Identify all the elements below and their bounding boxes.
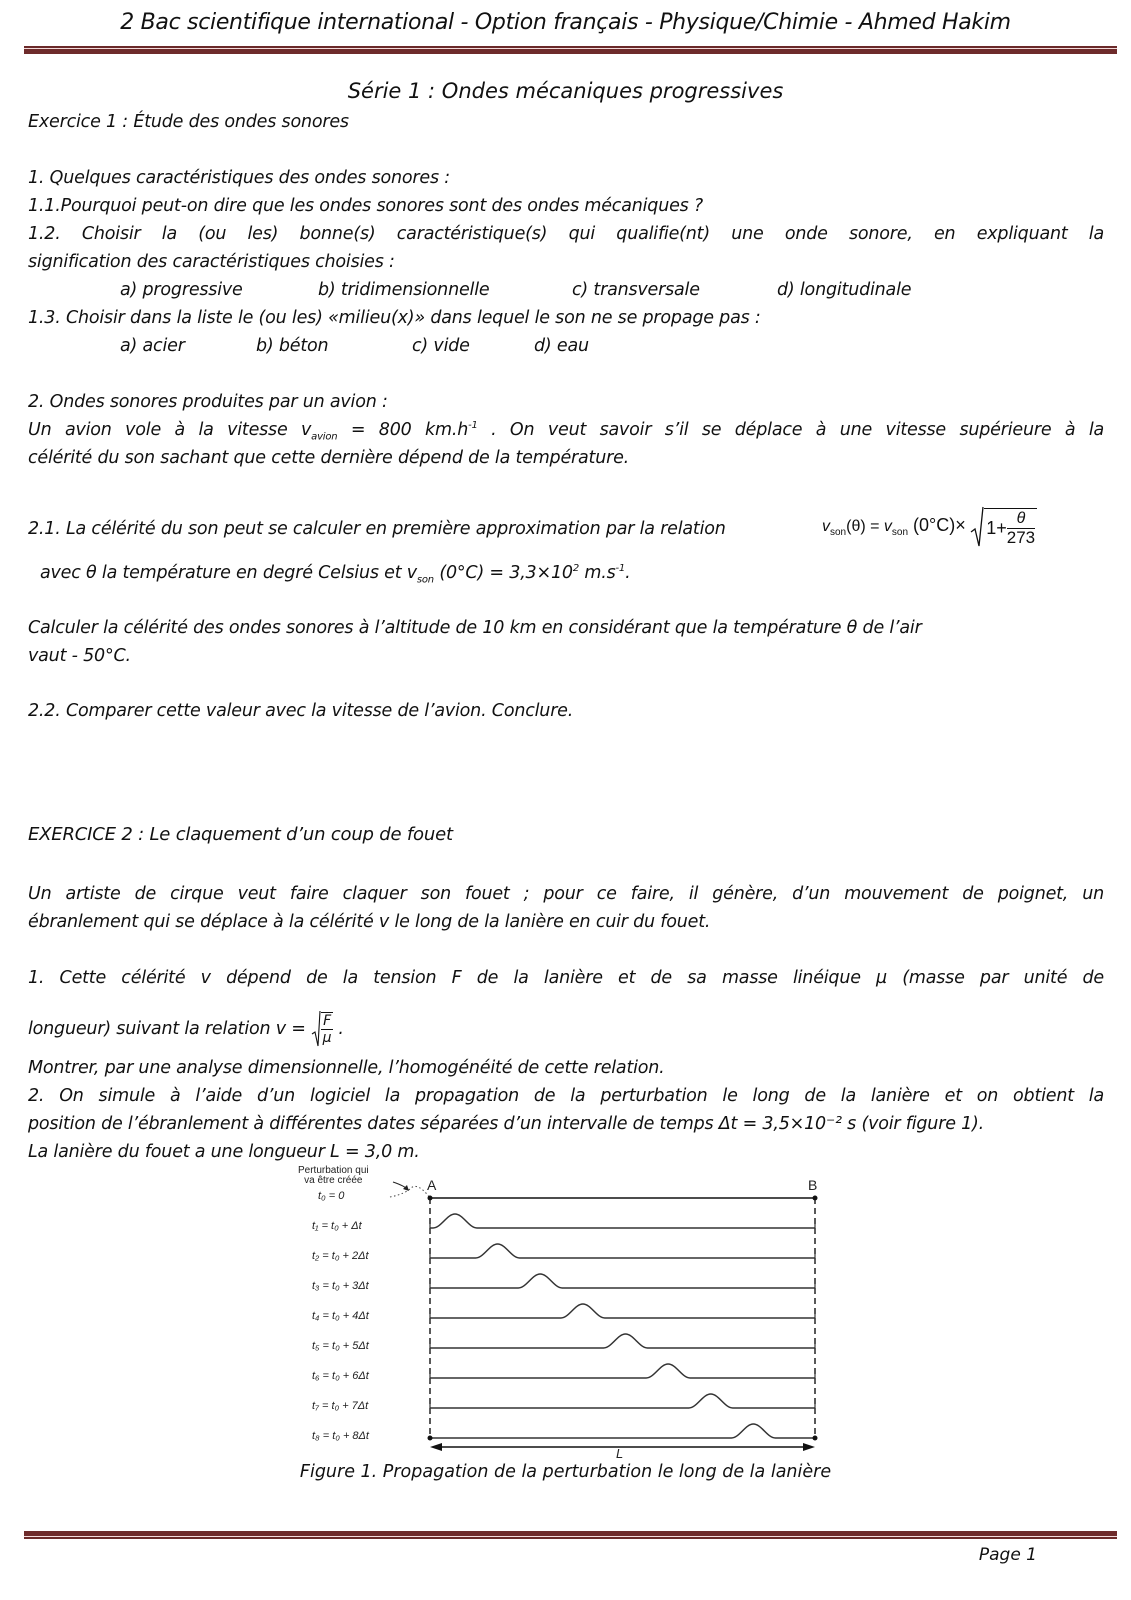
- time-label: t₅ = t₀ + 5Δt: [312, 1340, 369, 1352]
- formula-var: v: [883, 518, 892, 536]
- text-span: .: [625, 563, 631, 583]
- ex1-question-2-1: 2.1. La célérité du son peut se calculer en première approximation par la relation: [28, 519, 726, 539]
- exercise1-title: Exercice 1 : Étude des ondes sonores: [28, 112, 349, 132]
- superscript: -1: [468, 420, 478, 432]
- formula-text: 1+: [986, 517, 1007, 538]
- text-span: . On veut savoir s’il se déplace à une vitesse supérieure à la: [477, 420, 1105, 440]
- option-item: b) tridimensionnelle: [318, 280, 490, 300]
- text-span: avec θ la température en degré Celsius et v: [40, 563, 417, 583]
- fraction: [1007, 510, 1035, 547]
- fraction-numerator: θ: [1007, 510, 1035, 529]
- ex1-part1-heading: 1. Quelques caractéristiques des ondes sonores :: [28, 168, 450, 188]
- fraction-denominator: µ: [322, 1030, 332, 1046]
- document-header-title: 2 Bac scientifique international - Option français - Physique/Chimie - Ahmed Hakim: [120, 10, 1011, 35]
- sound-speed-formula: [822, 506, 1037, 548]
- annotation-line: Perturbation qui: [298, 1165, 369, 1176]
- fraction: [321, 1012, 333, 1046]
- ex1-question-1-2-line1: 1.2. Choisir la (ou les) bonne(s) caractéristique(s) qui qualifie(nt) une onde sonore, en expliquant la: [28, 224, 1104, 244]
- time-label: t₆ = t₀ + 6Δt: [312, 1370, 369, 1382]
- sqrt-radical-icon: [311, 1010, 321, 1048]
- sqrt-radical-icon: [970, 506, 984, 548]
- ex2-q2-line1: 2. On simule à l’aide d’un logiciel la propagation de la perturbation le long de la lanière et on obtient la: [28, 1086, 1104, 1106]
- text-span: m.s: [579, 563, 616, 583]
- option-item: c) transversale: [572, 280, 700, 300]
- ex1-part2-intro-line2: célérité du son sachant que cette dernière dépend de la température.: [28, 448, 630, 468]
- subscript: son: [416, 574, 434, 586]
- option-item: c) vide: [412, 336, 470, 356]
- page-number: Page 1: [978, 1545, 1037, 1565]
- wave-line: [430, 1304, 815, 1318]
- ex1-calc-line2: vaut - 50°C.: [28, 646, 131, 666]
- option-item: a) progressive: [120, 280, 243, 300]
- wave-line: [430, 1214, 815, 1228]
- ex1-q2-1-definitions: [40, 563, 630, 586]
- serie-title: Série 1 : Ondes mécaniques progressives: [347, 79, 784, 103]
- time-label: t₄ = t₀ + 4Δt: [312, 1310, 369, 1322]
- ex1-part2-intro-line1: [28, 420, 1104, 443]
- ex2-q2-line2: position de l’ébranlement à différentes dates séparées d’un intervalle de temps Δt = 3,5×10⁻² s (voir figure 1).: [28, 1114, 985, 1134]
- ex1-question-1-2-line2: signification des caractéristiques choisies :: [28, 252, 395, 272]
- footer-rule: [24, 1531, 1117, 1539]
- subscript: son: [891, 527, 909, 539]
- time-label: t₇ = t₀ + 7Δt: [312, 1400, 369, 1412]
- text-span: Un avion vole à la vitesse v: [28, 420, 312, 440]
- subscript: avion: [311, 431, 338, 443]
- length-label: L: [616, 1446, 624, 1461]
- ex1-q1-2-options: [0, 280, 1131, 304]
- exercise2-title: EXERCICE 2 : Le claquement d’un coup de fouet: [28, 824, 453, 845]
- wave-line: [430, 1334, 815, 1348]
- ex1-q1-3-options: [0, 336, 1131, 360]
- ex2-q1-line1: 1. Cette célérité v dépend de la tension F de la lanière et de sa masse linéique µ (masse par unité de: [28, 968, 1104, 988]
- time-label: t₀ = 0: [318, 1190, 345, 1202]
- wave-rows: [430, 1198, 815, 1438]
- wave-line: [430, 1394, 815, 1408]
- ex1-question-1-3: 1.3. Choisir dans la liste le (ou les) «milieu(x)» dans lequel le son ne se propage pas :: [28, 308, 761, 328]
- fraction-denominator: 273: [1006, 527, 1036, 547]
- ex2-intro-line1: Un artiste de cirque veut faire claquer son fouet ; pour ce faire, il génère, d’un mouvement de poignet, un: [28, 884, 1104, 904]
- text-span: (0°C) = 3,3×10: [433, 563, 573, 583]
- wave-line: [430, 1424, 815, 1438]
- text-span: longueur) suivant la relation v =: [28, 1019, 312, 1039]
- option-item: b) béton: [256, 336, 329, 356]
- time-label: t₃ = t₀ + 3Δt: [312, 1280, 369, 1292]
- option-item: a) acier: [120, 336, 185, 356]
- ex2-q1-line2: [28, 1010, 344, 1048]
- option-item: d) eau: [534, 336, 589, 356]
- ex1-calc-line1: Calculer la célérité des ondes sonores à l’altitude de 10 km en considérant que la température θ de l’air: [28, 618, 922, 638]
- header-rule: [24, 46, 1117, 54]
- ex2-q1-line3: Montrer, par une analyse dimensionnelle, l’homogénéité de cette relation.: [28, 1058, 665, 1078]
- ex1-question-1-1: 1.1.Pourquoi peut-on dire que les ondes sonores sont des ondes mécaniques ?: [28, 196, 704, 216]
- option-item: d) longitudinale: [777, 280, 912, 300]
- formula-text: (0°C)×: [908, 515, 966, 536]
- point-b-label: B: [808, 1177, 818, 1193]
- wave-line: [430, 1274, 815, 1288]
- fraction-numerator: F: [323, 1013, 331, 1029]
- figure-1-propagation: [280, 1160, 860, 1460]
- wave-line: [430, 1244, 815, 1258]
- time-label: t₈ = t₀ + 8Δt: [312, 1430, 369, 1442]
- formula-text: (θ) =: [846, 518, 884, 536]
- ex1-question-2-2: 2.2. Comparer cette valeur avec la vitesse de l’avion. Conclure.: [28, 701, 574, 721]
- subscript: son: [830, 527, 847, 539]
- superscript: 2: [572, 563, 579, 575]
- time-label: t₂ = t₀ + 2Δt: [312, 1250, 369, 1262]
- superscript: -1: [615, 563, 626, 575]
- annotation-line: va être créée: [304, 1175, 363, 1186]
- sqrt-content: [984, 508, 1037, 547]
- text-span: .: [332, 1019, 344, 1039]
- figure-caption: Figure 1. Propagation de la perturbation le long de la lanière: [299, 1462, 832, 1482]
- ex2-q2-line3: La lanière du fouet a une longueur L = 3,0 m.: [28, 1142, 420, 1162]
- time-label: t₁ = t₀ + Δt: [312, 1220, 362, 1232]
- ex1-part2-heading: 2. Ondes sonores produites par un avion :: [28, 392, 388, 412]
- point-a-label: A: [427, 1177, 437, 1193]
- text-span: = 800 km.h: [337, 420, 469, 440]
- wave-line: [430, 1364, 815, 1378]
- ex2-intro-line2: ébranlement qui se déplace à la célérité v le long de la lanière en cuir du fouet.: [28, 912, 711, 932]
- formula-var: v: [822, 518, 830, 536]
